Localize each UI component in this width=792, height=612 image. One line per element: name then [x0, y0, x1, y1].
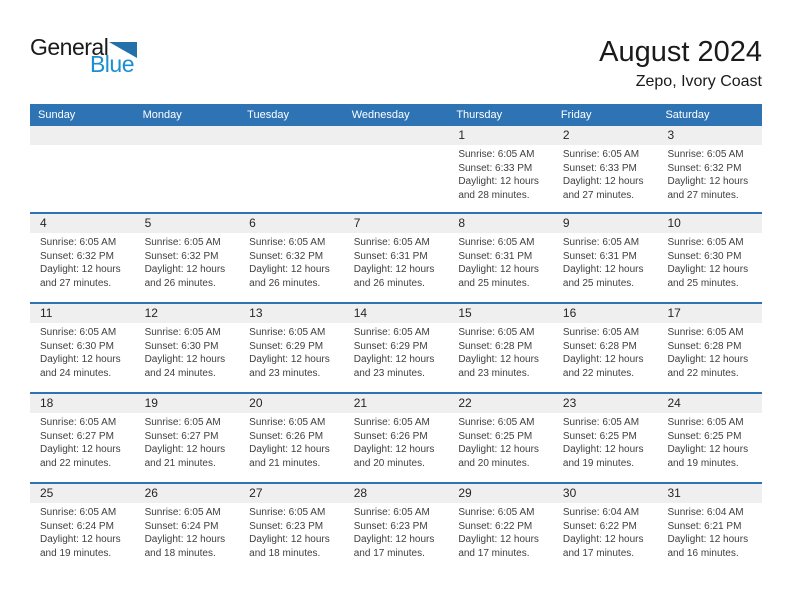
page-header: [0, 0, 792, 91]
day-detail-line: Sunrise: 6:05 AM: [40, 507, 117, 518]
day-detail-line: and 24 minutes.: [144, 367, 216, 379]
day-number: 14: [353, 306, 368, 320]
day-number: 28: [353, 486, 368, 500]
day-details-row: [30, 145, 762, 202]
day-detail-line: and 23 minutes.: [353, 367, 425, 379]
day-detail-line: Sunset: 6:31 PM: [353, 250, 428, 262]
day-cell: [135, 413, 240, 470]
day-number: 8: [458, 216, 465, 230]
day-detail-line: Sunrise: 6:05 AM: [144, 417, 221, 428]
day-detail-line: Sunset: 6:30 PM: [40, 340, 114, 352]
day-cell: [553, 413, 658, 470]
day-cell: [135, 323, 240, 380]
day-cell: [239, 503, 344, 560]
day-detail-line: and 27 minutes.: [562, 189, 635, 201]
day-number-strip: [30, 394, 762, 413]
day-detail-line: Daylight: 12 hours: [144, 444, 226, 455]
day-cell: [448, 233, 553, 290]
day-detail-line: Sunrise: 6:05 AM: [562, 327, 640, 338]
day-number: 3: [667, 128, 675, 142]
day-detail-line: Daylight: 12 hours: [40, 264, 121, 275]
day-detail-line: Sunrise: 6:05 AM: [249, 237, 326, 248]
day-cell: [657, 503, 762, 560]
day-detail-line: Daylight: 12 hours: [562, 354, 644, 365]
day-detail-line: and 18 minutes.: [144, 547, 216, 559]
day-detail-line: Sunrise: 6:05 AM: [40, 327, 117, 338]
day-detail-line: and 19 minutes.: [667, 457, 739, 469]
empty-day-number: [344, 126, 449, 145]
day-detail-line: Sunset: 6:33 PM: [458, 162, 533, 174]
day-details-row: [30, 233, 762, 290]
day-detail-line: Sunrise: 6:05 AM: [458, 327, 535, 338]
day-detail-line: Daylight: 12 hours: [667, 354, 749, 365]
day-detail-line: and 19 minutes.: [562, 457, 635, 469]
day-detail-line: Sunset: 6:22 PM: [562, 520, 637, 532]
day-cell: [448, 413, 553, 470]
day-number: 6: [249, 216, 256, 230]
day-detail-line: Daylight: 12 hours: [249, 264, 330, 275]
day-detail-line: Daylight: 12 hours: [249, 354, 330, 365]
day-detail-line: and 22 minutes.: [562, 367, 635, 379]
day-detail-line: Daylight: 12 hours: [458, 354, 539, 365]
day-detail-line: Sunrise: 6:05 AM: [458, 417, 535, 428]
day-detail-line: Daylight: 12 hours: [40, 534, 121, 545]
empty-day-cell: [344, 145, 449, 202]
day-detail-line: Daylight: 12 hours: [667, 264, 749, 275]
day-detail-line: Sunset: 6:21 PM: [667, 520, 742, 532]
weekday-header-cell: Sunday: [38, 109, 76, 121]
day-detail-line: Sunrise: 6:05 AM: [144, 237, 221, 248]
day-detail-line: Sunset: 6:32 PM: [144, 250, 219, 262]
day-detail-line: Sunrise: 6:05 AM: [40, 237, 117, 248]
day-detail-line: Daylight: 12 hours: [667, 534, 749, 545]
day-detail-line: Daylight: 12 hours: [353, 264, 435, 275]
day-detail-line: and 25 minutes.: [562, 277, 635, 289]
day-detail-line: and 16 minutes.: [667, 547, 739, 559]
day-detail-line: Daylight: 12 hours: [40, 354, 121, 365]
day-cell: [344, 413, 449, 470]
day-number: 12: [144, 306, 158, 320]
day-detail-line: Daylight: 12 hours: [562, 444, 644, 455]
day-cell: [30, 503, 135, 560]
empty-day-number: [239, 126, 344, 145]
weekday-header-cell: Wednesday: [351, 109, 410, 121]
day-number-strip: [30, 484, 762, 503]
day-detail-line: and 19 minutes.: [40, 547, 112, 559]
day-detail-line: and 27 minutes.: [667, 189, 739, 201]
weekday-header-cell: Thursday: [456, 109, 503, 121]
day-detail-line: Sunrise: 6:05 AM: [353, 417, 430, 428]
day-detail-line: Sunset: 6:26 PM: [353, 430, 428, 442]
day-number: 16: [562, 306, 577, 320]
day-cell: [30, 413, 135, 470]
empty-day-number: [30, 126, 135, 145]
day-detail-line: Sunset: 6:32 PM: [40, 250, 114, 262]
day-detail-line: Sunset: 6:24 PM: [40, 520, 114, 532]
day-cell: [30, 233, 135, 290]
location-subtitle: Zepo, Ivory Coast: [635, 73, 762, 91]
day-detail-line: Sunset: 6:26 PM: [249, 430, 324, 442]
day-number: 30: [562, 486, 577, 500]
general-blue-logo: [30, 36, 134, 76]
day-detail-line: and 25 minutes.: [458, 277, 530, 289]
day-detail-line: Sunrise: 6:05 AM: [562, 237, 640, 248]
day-detail-line: Sunrise: 6:05 AM: [562, 149, 640, 160]
week-row: [30, 126, 762, 212]
day-number: 2: [562, 128, 570, 142]
day-detail-line: Sunset: 6:22 PM: [458, 520, 533, 532]
day-cell: [448, 145, 553, 202]
day-cell: [657, 145, 762, 202]
day-cell: [30, 323, 135, 380]
day-number: 5: [144, 216, 152, 230]
day-cell: [553, 145, 658, 202]
day-cell: [135, 503, 240, 560]
day-detail-line: Sunrise: 6:05 AM: [144, 327, 221, 338]
day-detail-line: and 26 minutes.: [144, 277, 216, 289]
day-detail-line: Sunset: 6:27 PM: [144, 430, 219, 442]
day-detail-line: Sunset: 6:25 PM: [458, 430, 533, 442]
week-row: [30, 482, 762, 572]
title-block: [599, 36, 762, 91]
day-number: 26: [144, 486, 158, 500]
day-detail-line: Sunset: 6:28 PM: [458, 340, 533, 352]
day-number: 20: [249, 396, 263, 410]
day-cell: [239, 233, 344, 290]
day-detail-line: and 26 minutes.: [353, 277, 425, 289]
day-detail-line: Daylight: 12 hours: [667, 444, 749, 455]
weekday-header-cell: Saturday: [665, 109, 710, 121]
day-cell: [239, 323, 344, 380]
day-detail-line: Sunrise: 6:04 AM: [667, 507, 744, 518]
empty-day-cell: [135, 145, 240, 202]
day-details-row: [30, 503, 762, 560]
day-number: 29: [458, 486, 472, 500]
day-detail-line: Daylight: 12 hours: [144, 354, 226, 365]
day-cell: [553, 323, 658, 380]
day-detail-line: Sunset: 6:30 PM: [667, 250, 742, 262]
day-number: 7: [353, 216, 361, 230]
week-row: [30, 392, 762, 482]
day-number: 22: [458, 396, 472, 410]
week-row: [30, 212, 762, 302]
day-detail-line: and 18 minutes.: [249, 547, 321, 559]
day-detail-line: Sunset: 6:25 PM: [667, 430, 742, 442]
day-details-row: [30, 323, 762, 380]
calendar-grid: [30, 104, 762, 572]
day-cell: [657, 323, 762, 380]
day-detail-line: and 21 minutes.: [144, 457, 216, 469]
day-number: 31: [667, 486, 681, 500]
day-detail-line: Sunrise: 6:05 AM: [40, 417, 117, 428]
day-detail-line: Sunset: 6:23 PM: [353, 520, 428, 532]
day-cell: [448, 503, 553, 560]
day-number: 21: [353, 396, 368, 410]
day-detail-line: and 27 minutes.: [40, 277, 112, 289]
day-cell: [448, 323, 553, 380]
day-detail-line: Daylight: 12 hours: [144, 534, 226, 545]
day-number: 24: [667, 396, 681, 410]
day-detail-line: Sunrise: 6:04 AM: [562, 507, 640, 518]
day-number: 1: [458, 128, 465, 142]
day-cell: [135, 233, 240, 290]
day-detail-line: and 17 minutes.: [353, 547, 425, 559]
day-cell: [657, 233, 762, 290]
day-detail-line: Sunset: 6:28 PM: [562, 340, 637, 352]
empty-day-number: [135, 126, 240, 145]
day-detail-line: Sunset: 6:23 PM: [249, 520, 324, 532]
day-detail-line: and 28 minutes.: [458, 189, 530, 201]
day-cell: [344, 323, 449, 380]
day-number: 25: [40, 486, 54, 500]
week-row: [30, 302, 762, 392]
day-detail-line: and 20 minutes.: [458, 457, 530, 469]
day-detail-line: Daylight: 12 hours: [458, 176, 539, 187]
day-number-strip: [30, 214, 762, 233]
day-detail-line: Sunset: 6:28 PM: [667, 340, 742, 352]
day-detail-line: Daylight: 12 hours: [249, 534, 330, 545]
day-detail-line: Sunset: 6:33 PM: [562, 162, 637, 174]
day-detail-line: Sunset: 6:32 PM: [667, 162, 742, 174]
day-detail-line: and 22 minutes.: [40, 457, 112, 469]
day-detail-line: and 21 minutes.: [249, 457, 321, 469]
day-detail-line: and 24 minutes.: [40, 367, 112, 379]
weekday-header-row: [30, 104, 762, 126]
day-cell: [344, 503, 449, 560]
day-detail-line: Sunset: 6:31 PM: [458, 250, 533, 262]
day-cell: [657, 413, 762, 470]
day-detail-line: Sunrise: 6:05 AM: [667, 417, 744, 428]
day-cell: [344, 233, 449, 290]
day-detail-line: Daylight: 12 hours: [458, 264, 539, 275]
day-number: 15: [458, 306, 472, 320]
day-detail-line: Daylight: 12 hours: [144, 264, 226, 275]
day-detail-line: Sunrise: 6:05 AM: [144, 507, 221, 518]
day-detail-line: and 26 minutes.: [249, 277, 321, 289]
day-detail-line: Sunset: 6:32 PM: [249, 250, 324, 262]
day-detail-line: Sunset: 6:29 PM: [353, 340, 428, 352]
day-details-row: [30, 413, 762, 470]
day-detail-line: Daylight: 12 hours: [458, 534, 539, 545]
day-number: 19: [144, 396, 158, 410]
month-title: August 2024: [599, 36, 762, 68]
day-number-strip: [30, 304, 762, 323]
day-number: 4: [40, 216, 47, 230]
day-detail-line: Sunrise: 6:05 AM: [667, 327, 744, 338]
day-detail-line: Sunrise: 6:05 AM: [353, 237, 430, 248]
day-detail-line: Daylight: 12 hours: [249, 444, 330, 455]
day-detail-line: Sunrise: 6:05 AM: [249, 417, 326, 428]
day-detail-line: and 23 minutes.: [458, 367, 530, 379]
day-detail-line: Sunset: 6:30 PM: [144, 340, 219, 352]
day-number: 9: [562, 216, 570, 230]
day-detail-line: and 23 minutes.: [249, 367, 321, 379]
day-detail-line: and 17 minutes.: [562, 547, 635, 559]
day-number: 11: [40, 306, 53, 320]
day-detail-line: Sunrise: 6:05 AM: [249, 327, 326, 338]
day-detail-line: Daylight: 12 hours: [353, 354, 435, 365]
day-detail-line: Sunrise: 6:05 AM: [458, 507, 535, 518]
day-number: 13: [249, 306, 263, 320]
day-detail-line: Sunrise: 6:05 AM: [353, 507, 430, 518]
day-detail-line: Daylight: 12 hours: [40, 444, 121, 455]
day-detail-line: Daylight: 12 hours: [562, 534, 644, 545]
day-detail-line: Sunrise: 6:05 AM: [458, 237, 535, 248]
day-detail-line: Sunrise: 6:05 AM: [249, 507, 326, 518]
weekday-header-cell: Monday: [142, 109, 182, 121]
empty-day-cell: [30, 145, 135, 202]
day-number: 17: [667, 306, 681, 320]
day-detail-line: Sunrise: 6:05 AM: [667, 237, 744, 248]
day-detail-line: Sunset: 6:24 PM: [144, 520, 219, 532]
day-detail-line: Daylight: 12 hours: [667, 176, 749, 187]
day-number-strip: [30, 126, 762, 145]
day-detail-line: Sunset: 6:29 PM: [249, 340, 324, 352]
day-detail-line: Sunset: 6:27 PM: [40, 430, 114, 442]
day-detail-line: Daylight: 12 hours: [562, 264, 644, 275]
day-detail-line: Daylight: 12 hours: [353, 444, 435, 455]
day-detail-line: Sunrise: 6:05 AM: [353, 327, 430, 338]
logo-general-text: General: [30, 34, 109, 60]
day-detail-line: Daylight: 12 hours: [353, 534, 435, 545]
day-detail-line: Sunset: 6:25 PM: [562, 430, 637, 442]
day-cell: [553, 233, 658, 290]
calendar-weeks: [30, 126, 762, 572]
logo-blue-text: Blue: [89, 51, 134, 77]
day-number: 23: [562, 396, 577, 410]
weekday-header-cell: Tuesday: [247, 109, 289, 121]
day-detail-line: and 25 minutes.: [667, 277, 739, 289]
weekday-header-cell: Friday: [560, 109, 592, 121]
day-detail-line: and 22 minutes.: [667, 367, 739, 379]
day-number: 18: [40, 396, 54, 410]
day-detail-line: Sunset: 6:31 PM: [562, 250, 637, 262]
day-detail-line: Sunrise: 6:05 AM: [667, 149, 744, 160]
day-detail-line: and 20 minutes.: [353, 457, 425, 469]
day-detail-line: Sunrise: 6:05 AM: [458, 149, 535, 160]
day-detail-line: Sunrise: 6:05 AM: [562, 417, 640, 428]
day-number: 10: [667, 216, 681, 230]
day-number: 27: [249, 486, 263, 500]
day-detail-line: Daylight: 12 hours: [458, 444, 539, 455]
day-cell: [239, 413, 344, 470]
day-cell: [553, 503, 658, 560]
day-detail-line: and 17 minutes.: [458, 547, 530, 559]
day-detail-line: Daylight: 12 hours: [562, 176, 644, 187]
empty-day-cell: [239, 145, 344, 202]
